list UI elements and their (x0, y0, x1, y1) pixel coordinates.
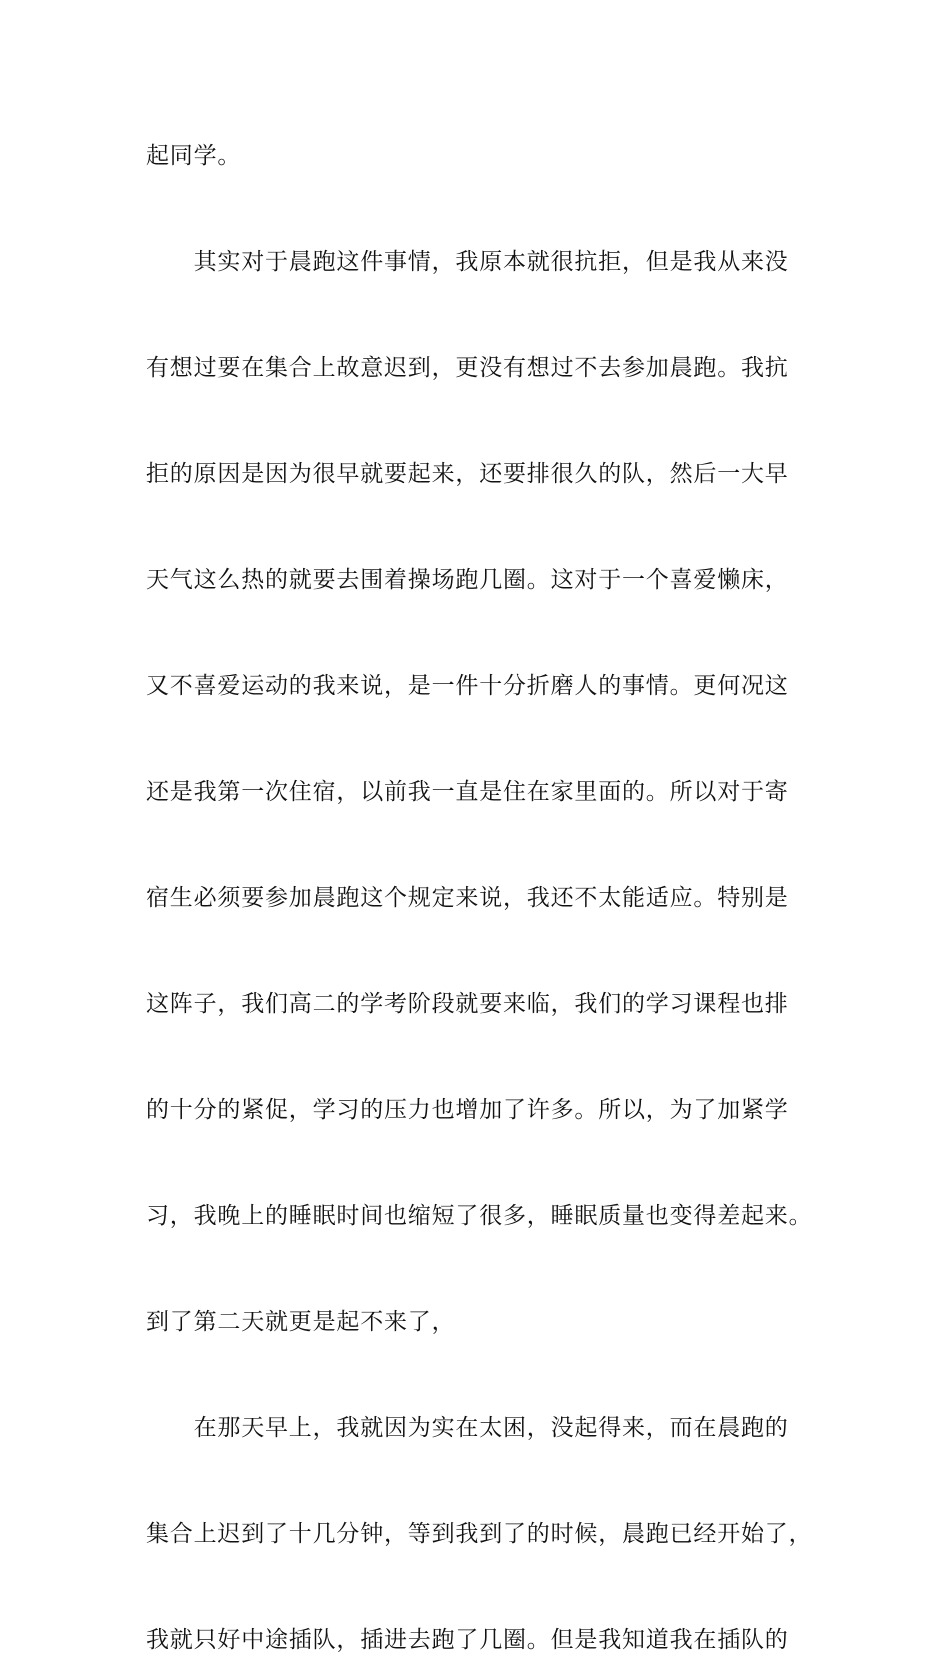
blank-line (146, 713, 826, 766)
text-line: 我就只好中途插队，插进去跑了几圈。但是我知道我在插队的 (146, 1627, 789, 1653)
text-line: 宿生必须要参加晨跑这个规定来说，我还不太能适应。特别是 (146, 885, 789, 911)
text-line: 有想过要在集合上故意迟到，更没有想过不去参加晨跑。我抗 (146, 355, 789, 381)
text-line: 在那天早上，我就因为实在太困，没起得来，而在晨跑的 (146, 1415, 789, 1441)
text-line: 的十分的紧促，学习的压力也增加了许多。所以，为了加紧学 (146, 1097, 789, 1123)
blank-line (146, 1137, 826, 1190)
text-line: 天气这么热的就要去围着操场跑几圈。这对于一个喜爱懒床， (146, 567, 789, 593)
blank-line (146, 1243, 826, 1296)
blank-line (146, 1561, 826, 1614)
blank-line (146, 925, 826, 978)
text-line: 其实对于晨跑这件事情，我原本就很抗拒，但是我从来没 (146, 249, 789, 275)
blank-line (146, 1031, 826, 1084)
text-line: 拒的原因是因为很早就要起来，还要排很久的队，然后一大早 (146, 461, 789, 487)
text-line: 还是我第一次住宿，以前我一直是住在家里面的。所以对于寄 (146, 779, 789, 805)
blank-line (146, 1455, 826, 1508)
blank-line (146, 819, 826, 872)
blank-line (146, 289, 826, 342)
text-line: 起同学。 (146, 143, 242, 169)
blank-line (146, 395, 826, 448)
text-line: 又不喜爱运动的我来说，是一件十分折磨人的事情。更何况这 (146, 673, 789, 699)
text-line: 到了第二天就更是起不来了， (146, 1309, 456, 1335)
blank-line (146, 607, 826, 660)
text-line: 集合上迟到了十几分钟，等到我到了的时候，晨跑已经开始了， (146, 1521, 813, 1547)
blank-line (146, 1349, 826, 1402)
text-line: 这阵子，我们高二的学考阶段就要来临，我们的学习课程也排 (146, 991, 789, 1017)
body-text (146, 130, 826, 1667)
blank-line (146, 501, 826, 554)
text-line: 习，我晚上的睡眠时间也缩短了很多，睡眠质量也变得差起来。 (146, 1203, 813, 1229)
blank-line (146, 183, 826, 236)
